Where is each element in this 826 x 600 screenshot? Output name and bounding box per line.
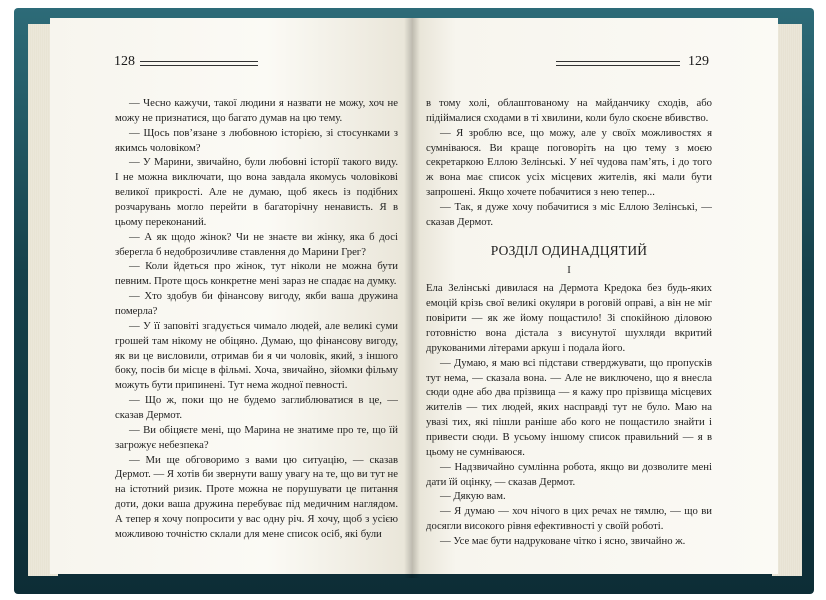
- paragraph: — Щось пов’язане з любовною історією, зі стосунками з якимсь чоловіком?: [115, 126, 398, 154]
- paragraph: — Хто здобув би фінансову вигоду, якби ваша дружина померла?: [115, 290, 398, 318]
- paragraph: — Усе має бути надруковане чітко і ясно, звичайно ж.: [440, 535, 686, 548]
- right-header-rule: [556, 61, 680, 66]
- left-page-text: [115, 96, 398, 542]
- paragraph: — Коли йдеться про жінок, тут ніколи не можна бути певним. Проте щось конкретне мені зараз не спадає на думку.: [115, 260, 398, 288]
- paragraph: — Чесно кажучи, такої людини я назвати не можу, хоч не можу не признатися, що багато думав на цю тему.: [115, 97, 398, 124]
- paragraph: — Я зроблю все, що можу, але у своїх можливостях я сумніваюся. Ви краще поговоріть на цю тему з моєю секретаркою Еллою Зелінські. У неї чудова пам’ять, і до того ж вона має список усіх місцевих жителів, які мали бути запрошені. Якщо хочете побачитися з нею тепер...: [426, 126, 712, 199]
- paragraph: Ела Зелінські дивилася на Дермота Кредока без будь-яких емоцій крізь свої великі окуляри в роговій оправі, а він не міг повірити — як же йому пощастило! Зі спокійною діловою готовністю вона дістала з висунутої шухляди вкритий друкованими літерами аркуш і подала його.: [426, 282, 712, 354]
- paragraph: — Надзвичайно сумлінна робота, якщо ви дозволите мені дати їй оцінку, — сказав Дермот.: [426, 460, 712, 488]
- book-gutter: [404, 18, 420, 578]
- paragraph: — А як щодо жінок? Чи не знаєте ви жінку, яка б досі зберегла б недоброзичливе ставлення до Марини Грег?: [115, 230, 398, 258]
- left-header-rule: [140, 61, 258, 66]
- paragraph: — У її заповіті згадується чимало людей, але великі суми грошей там нікому не обіцяно. Думаю, що фінансову вигоду, як ви це висловили, отримав би я чи чоловік, який, з іншого боку, посів би місце в фільмі. Хоча, звичайно, зйомки фільму можуть бути припинені. Тут нема жодної певності.: [115, 319, 398, 392]
- right-page-number: 129: [688, 54, 709, 69]
- left-page-number: 128: [114, 54, 135, 69]
- paragraph: — Я думаю — хоч нічого в цих речах не тямлю, — що ви досягли високого рівня ефективності у своїй роботі.: [426, 505, 712, 533]
- paragraph: — Так, я дуже хочу побачитися з міс Еллою Зелінські, — сказав Дермот.: [426, 201, 712, 228]
- paragraph: — Що ж, поки що не будемо заглиблюватися в це, — сказав Дермот.: [115, 394, 398, 422]
- paragraph: — У Марини, звичайно, були любовні історії такого виду. І не можна виключати, що вона завдала якомусь чоловікові великої прикрості. Але не думаю, щоб якесь із подібних розчарувань могло перейти в багаторічну ненависть. Я в цьому переконаний.: [115, 156, 398, 228]
- paragraph: — Дякую вам.: [440, 490, 506, 503]
- right-page-text: [426, 96, 712, 549]
- chapter-title: РОЗДІЛ ОДИНАДЦЯТИЙ: [490, 242, 648, 258]
- paragraph: — Думаю, я маю всі підстави стверджувати, що пропусків тут нема, — сказала вона. — Але не виключено, що я внесла сюди одне або два прізвища — я кажу про прізвища місцевих жителів — тих людей, яких насправді тут не було. Маю на увазі тих, які пішли раніше або кого не пощастило знайти і привести сюди. В усьому іншому список правильний — я в цьому не сумніваюся.: [426, 356, 712, 458]
- paragraph: в тому холі, облаштованому на майданчику сходів, або підіймалися сходами в ті хвилини, коли було скоєне вбивство.: [426, 97, 712, 124]
- section-numeral: I: [567, 263, 571, 276]
- paragraph: — Ми ще обговоримо з вами цю ситуацію, — сказав Дермот. — Я хотів би звернути вашу увагу на те, що ви тут не на істотний ризик. Проте можна не порушувати це питання доти, доки ваша дружина перебуває під медичним наглядом. А тепер я хочу попросити у вас одну річ. Я хочу, щоб з усією можливою точністю склали для мене список осіб, які були: [115, 453, 398, 540]
- paragraph: — Ви обіцяєте мені, що Марина не знатиме про те, що їй загрожує небезпека?: [115, 423, 398, 451]
